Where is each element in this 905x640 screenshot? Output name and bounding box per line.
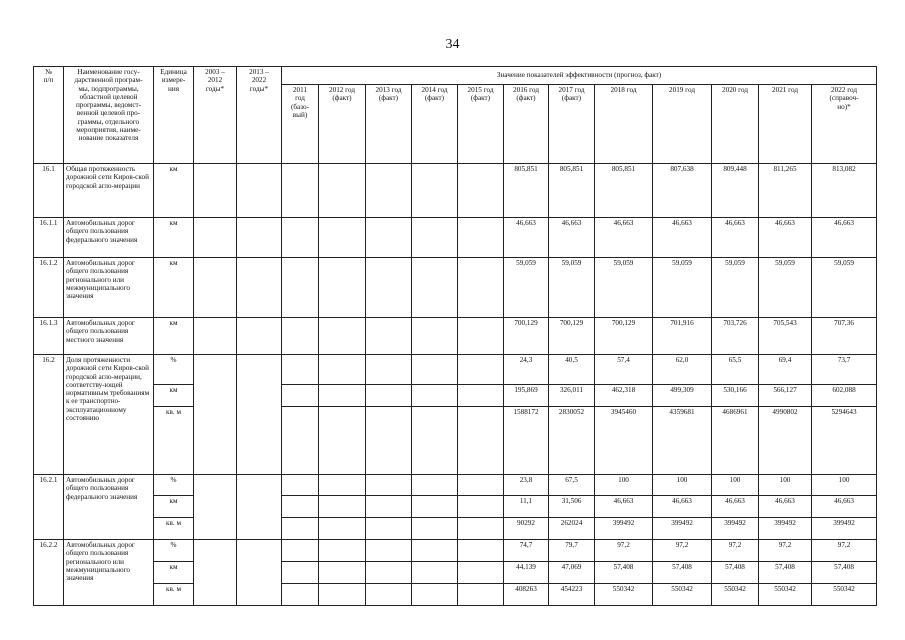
- period-value-cell: [194, 218, 237, 258]
- value-cell: [282, 496, 319, 518]
- value-cell: 408263: [504, 584, 549, 606]
- header-year: 2015 год (факт): [458, 85, 504, 164]
- indicator-unit: км: [154, 164, 194, 218]
- value-cell: 90292: [504, 518, 549, 540]
- period-value-cell: [237, 318, 282, 355]
- period-value-cell: [237, 164, 282, 218]
- header-name: Наименование госу- дарственной програм- мы, подпрограммы, областной целевой программы, ведомст- венной целевой про- граммы, отдельного мероприятия, наиме- нование показателя: [64, 67, 154, 164]
- value-cell: 11,1: [504, 496, 549, 518]
- value-cell: [366, 385, 412, 407]
- value-cell: 707,36: [812, 318, 877, 355]
- value-cell: [366, 164, 412, 218]
- value-cell: 31,506: [549, 496, 595, 518]
- value-cell: [458, 218, 504, 258]
- indicator-unit: км: [154, 496, 194, 518]
- value-cell: [319, 355, 366, 385]
- value-cell: 59,059: [812, 258, 877, 318]
- indicator-name: Автомобильных дорог общего пользования федерального значения: [64, 475, 154, 540]
- value-cell: 67,5: [549, 475, 595, 496]
- value-cell: 701,916: [653, 318, 712, 355]
- value-cell: 4686961: [712, 407, 759, 475]
- value-cell: [366, 355, 412, 385]
- value-cell: [282, 584, 319, 606]
- indicator-name: Автомобильных дорог общего пользования регионального или межмуниципального значения: [64, 540, 154, 606]
- value-cell: 100: [653, 475, 712, 496]
- value-cell: [366, 562, 412, 584]
- value-cell: 499,309: [653, 385, 712, 407]
- value-cell: [366, 318, 412, 355]
- value-cell: [319, 518, 366, 540]
- indicator-number: 16.1.1: [34, 218, 64, 258]
- value-cell: 59,059: [712, 258, 759, 318]
- indicator-unit: км: [154, 218, 194, 258]
- period-value-cell: [194, 475, 237, 540]
- value-cell: 46,663: [549, 218, 595, 258]
- period-value-cell: [194, 164, 237, 218]
- header-values-group: Значение показателей эффективности (прогноз, факт): [282, 67, 877, 85]
- value-cell: 97,2: [759, 540, 812, 562]
- value-cell: [282, 385, 319, 407]
- indicator-unit: км: [154, 258, 194, 318]
- header-year: 2019 год: [653, 85, 712, 164]
- header-year: 2017 год (факт): [549, 85, 595, 164]
- value-cell: [412, 355, 458, 385]
- value-cell: [366, 258, 412, 318]
- table-row: [34, 475, 877, 496]
- table-row: [34, 518, 877, 540]
- value-cell: 46,663: [759, 496, 812, 518]
- value-cell: 100: [712, 475, 759, 496]
- value-cell: 4990802: [759, 407, 812, 475]
- value-cell: [458, 518, 504, 540]
- value-cell: 262024: [549, 518, 595, 540]
- value-cell: [319, 318, 366, 355]
- value-cell: 399492: [812, 518, 877, 540]
- value-cell: [319, 164, 366, 218]
- value-cell: 57,408: [759, 562, 812, 584]
- indicator-name: Доля протяженности дорожной сети Киров-ской городской агло-мерации, соответству-ющей нормативным требованиям к ее транспортно-эксплуатационному состоянию: [64, 355, 154, 475]
- value-cell: 809,448: [712, 164, 759, 218]
- value-cell: 550342: [759, 584, 812, 606]
- value-cell: [412, 518, 458, 540]
- value-cell: 4359681: [653, 407, 712, 475]
- value-cell: [458, 475, 504, 496]
- value-cell: [282, 475, 319, 496]
- value-cell: [366, 584, 412, 606]
- table-row: [34, 218, 877, 258]
- value-cell: 74,7: [504, 540, 549, 562]
- value-cell: [319, 540, 366, 562]
- indicator-number: 16.1: [34, 164, 64, 218]
- table-row: [34, 407, 877, 475]
- value-cell: 40,5: [549, 355, 595, 385]
- value-cell: [282, 164, 319, 218]
- value-cell: [366, 540, 412, 562]
- period-value-cell: [194, 540, 237, 606]
- value-cell: [412, 496, 458, 518]
- value-cell: 23,8: [504, 475, 549, 496]
- period-value-cell: [237, 258, 282, 318]
- value-cell: [319, 407, 366, 475]
- indicator-name: Общая протяженность дорожной сети Киров-ской городской агло-мерации: [64, 164, 154, 218]
- value-cell: 97,2: [653, 540, 712, 562]
- value-cell: 811,265: [759, 164, 812, 218]
- header-year: 2013 год (факт): [366, 85, 412, 164]
- value-cell: [319, 218, 366, 258]
- value-cell: [412, 475, 458, 496]
- value-cell: 46,663: [712, 496, 759, 518]
- period-value-cell: [194, 355, 237, 475]
- value-cell: 46,663: [712, 218, 759, 258]
- value-cell: [319, 258, 366, 318]
- value-cell: 57,408: [812, 562, 877, 584]
- value-cell: 59,059: [549, 258, 595, 318]
- value-cell: 454223: [549, 584, 595, 606]
- value-cell: [319, 496, 366, 518]
- value-cell: 3945460: [595, 407, 653, 475]
- value-cell: 73,7: [812, 355, 877, 385]
- table-row: [34, 355, 877, 385]
- header-year: 2012 год (факт): [319, 85, 366, 164]
- table-row: [34, 496, 877, 518]
- value-cell: 100: [595, 475, 653, 496]
- value-cell: [282, 218, 319, 258]
- value-cell: [458, 584, 504, 606]
- indicator-unit: км: [154, 385, 194, 407]
- value-cell: [458, 164, 504, 218]
- indicator-unit: кв. м: [154, 518, 194, 540]
- value-cell: [319, 385, 366, 407]
- value-cell: 57,408: [712, 562, 759, 584]
- value-cell: [458, 407, 504, 475]
- period-value-cell: [237, 475, 282, 540]
- value-cell: [412, 584, 458, 606]
- value-cell: 47,069: [549, 562, 595, 584]
- value-cell: 59,059: [653, 258, 712, 318]
- value-cell: 46,663: [812, 218, 877, 258]
- value-cell: [412, 407, 458, 475]
- value-cell: 2830052: [549, 407, 595, 475]
- period-value-cell: [194, 258, 237, 318]
- table-row: [34, 164, 877, 218]
- header-period-2003-2012: 2003 – 2012 годы*: [194, 67, 237, 164]
- period-value-cell: [237, 540, 282, 606]
- value-cell: 399492: [759, 518, 812, 540]
- value-cell: 566,127: [759, 385, 812, 407]
- table-row: [34, 385, 877, 407]
- period-value-cell: [237, 355, 282, 475]
- value-cell: [366, 518, 412, 540]
- value-cell: [412, 218, 458, 258]
- value-cell: [366, 407, 412, 475]
- indicator-number: 16.2.2: [34, 540, 64, 606]
- value-cell: [282, 318, 319, 355]
- value-cell: 805,851: [595, 164, 653, 218]
- value-cell: [282, 355, 319, 385]
- value-cell: 59,059: [504, 258, 549, 318]
- indicator-number: 16.1.2: [34, 258, 64, 318]
- header-num: № п/п: [34, 67, 64, 164]
- value-cell: 97,2: [595, 540, 653, 562]
- value-cell: [366, 475, 412, 496]
- table-row: [34, 562, 877, 584]
- value-cell: [458, 496, 504, 518]
- value-cell: [282, 407, 319, 475]
- value-cell: 79,7: [549, 540, 595, 562]
- value-cell: 805,851: [549, 164, 595, 218]
- value-cell: [282, 562, 319, 584]
- value-cell: [366, 218, 412, 258]
- value-cell: 700,129: [595, 318, 653, 355]
- value-cell: [366, 496, 412, 518]
- value-cell: 550342: [653, 584, 712, 606]
- indicator-number: 16.2: [34, 355, 64, 475]
- value-cell: [319, 475, 366, 496]
- period-value-cell: [237, 218, 282, 258]
- value-cell: 462,318: [595, 385, 653, 407]
- value-cell: 97,2: [712, 540, 759, 562]
- indicators-table: [33, 66, 877, 606]
- value-cell: 399492: [595, 518, 653, 540]
- period-value-cell: [194, 318, 237, 355]
- value-cell: 46,663: [653, 496, 712, 518]
- table-row: [34, 258, 877, 318]
- value-cell: [458, 385, 504, 407]
- value-cell: [458, 318, 504, 355]
- value-cell: [412, 562, 458, 584]
- value-cell: 44,139: [504, 562, 549, 584]
- indicator-unit: км: [154, 318, 194, 355]
- value-cell: 399492: [712, 518, 759, 540]
- header-year: 2020 год: [712, 85, 759, 164]
- value-cell: 602,088: [812, 385, 877, 407]
- value-cell: 46,663: [653, 218, 712, 258]
- value-cell: [458, 355, 504, 385]
- value-cell: [458, 540, 504, 562]
- value-cell: 62,0: [653, 355, 712, 385]
- value-cell: 700,129: [504, 318, 549, 355]
- value-cell: 65,5: [712, 355, 759, 385]
- value-cell: 703,726: [712, 318, 759, 355]
- indicator-unit: %: [154, 475, 194, 496]
- value-cell: [412, 540, 458, 562]
- value-cell: 46,663: [504, 218, 549, 258]
- value-cell: [412, 258, 458, 318]
- value-cell: [282, 540, 319, 562]
- page-number: 34: [445, 37, 460, 52]
- value-cell: [458, 562, 504, 584]
- value-cell: 57,408: [653, 562, 712, 584]
- value-cell: 59,059: [595, 258, 653, 318]
- indicator-unit: кв. м: [154, 407, 194, 475]
- value-cell: 46,663: [595, 218, 653, 258]
- indicator-unit: км: [154, 562, 194, 584]
- indicator-unit: %: [154, 540, 194, 562]
- value-cell: [282, 518, 319, 540]
- header-unit: Единица измере- ния: [154, 67, 194, 164]
- indicator-unit: кв. м: [154, 584, 194, 606]
- value-cell: 100: [812, 475, 877, 496]
- header-year: 2014 год (факт): [412, 85, 458, 164]
- value-cell: 550342: [812, 584, 877, 606]
- header-year: 2022 год (справоч- но)*: [812, 85, 877, 164]
- value-cell: [458, 258, 504, 318]
- value-cell: 550342: [712, 584, 759, 606]
- value-cell: 24,3: [504, 355, 549, 385]
- value-cell: 700,129: [549, 318, 595, 355]
- value-cell: 805,851: [504, 164, 549, 218]
- value-cell: [319, 562, 366, 584]
- value-cell: [412, 318, 458, 355]
- header-period-2013-2022: 2013 – 2022 годы*: [237, 67, 282, 164]
- value-cell: 57,4: [595, 355, 653, 385]
- value-cell: 69,4: [759, 355, 812, 385]
- header-year: 2021 год: [759, 85, 812, 164]
- value-cell: 1588172: [504, 407, 549, 475]
- indicator-name: Автомобильных дорог общего пользования местного значения: [64, 318, 154, 355]
- table-row: [34, 540, 877, 562]
- value-cell: 550342: [595, 584, 653, 606]
- value-cell: 530,166: [712, 385, 759, 407]
- value-cell: 46,663: [759, 218, 812, 258]
- value-cell: 813,082: [812, 164, 877, 218]
- value-cell: [412, 164, 458, 218]
- header-year: 2018 год: [595, 85, 653, 164]
- indicator-name: Автомобильных дорог общего пользования федерального значения: [64, 218, 154, 258]
- value-cell: 705,543: [759, 318, 812, 355]
- value-cell: 97,2: [812, 540, 877, 562]
- value-cell: 59,059: [759, 258, 812, 318]
- indicator-name: Автомобильных дорог общего пользования регионального или межмуниципального значения: [64, 258, 154, 318]
- header-year: 2016 год (факт): [504, 85, 549, 164]
- indicator-unit: %: [154, 355, 194, 385]
- value-cell: 195,869: [504, 385, 549, 407]
- value-cell: [319, 584, 366, 606]
- value-cell: [282, 258, 319, 318]
- value-cell: 5294643: [812, 407, 877, 475]
- table-row: [34, 584, 877, 606]
- table-row: [34, 318, 877, 355]
- value-cell: 399492: [653, 518, 712, 540]
- indicator-number: 16.2.1: [34, 475, 64, 540]
- value-cell: [412, 385, 458, 407]
- value-cell: 46,663: [595, 496, 653, 518]
- indicator-number: 16.1.3: [34, 318, 64, 355]
- header-year: 2011 год (базо- вый): [282, 85, 319, 164]
- value-cell: 326,011: [549, 385, 595, 407]
- value-cell: 46,663: [812, 496, 877, 518]
- value-cell: 807,638: [653, 164, 712, 218]
- value-cell: 57,408: [595, 562, 653, 584]
- value-cell: 100: [759, 475, 812, 496]
